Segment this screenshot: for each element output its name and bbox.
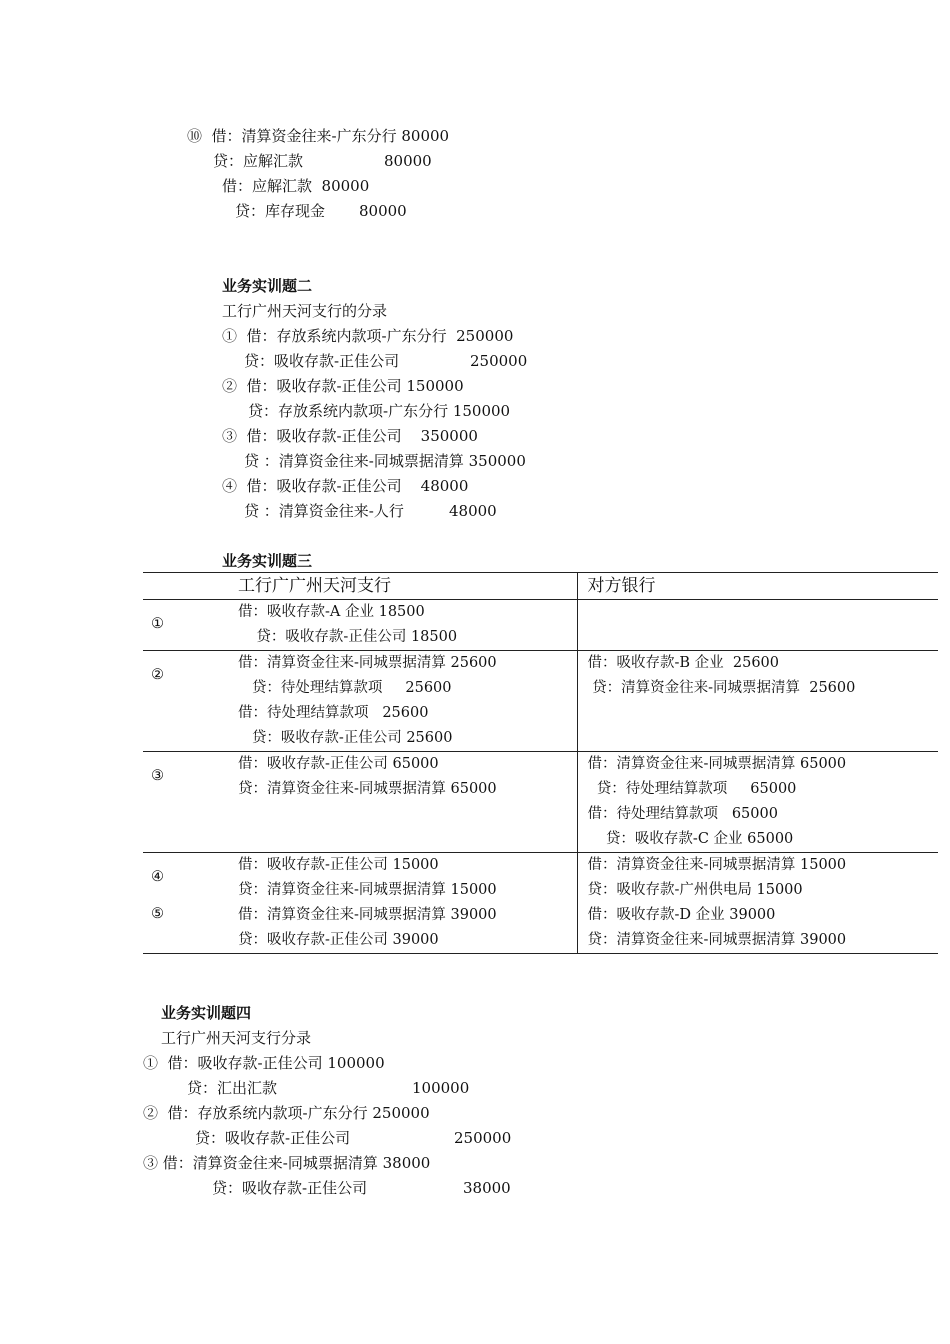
entry-10b-credit-amount: 80000 (359, 202, 407, 220)
s4-entry-3-debit: ③ 借：清算资金往来-同城票据清算 38000 (143, 1154, 431, 1172)
header-our-bank: 工行广广州天河支行 (238, 573, 577, 600)
s2-entry-1-credit: 贷：吸收存款-正佳公司 (244, 352, 400, 370)
row-2-left (238, 651, 577, 752)
header-other-bank: 对方银行 (587, 576, 656, 596)
s4-entry-1-credit-amount: 100000 (412, 1079, 470, 1097)
section2-title: 业务实训题二 (222, 277, 313, 295)
s2-entry-4-credit-amount: 48000 (449, 502, 497, 520)
row-3-number: ③ (151, 768, 164, 784)
row-4-right-line-4: 贷：清算资金往来-同城票据清算 39000 (587, 932, 847, 948)
row-2-left-line-2: 贷：待处理结算款项 25600 (238, 680, 452, 696)
row-1-number-cell (143, 600, 238, 651)
header-num-cell (143, 573, 238, 600)
row-2-number: ② (151, 667, 164, 683)
row-1-left-line-2: 贷：吸收存款-正佳公司 18500 (238, 629, 458, 645)
row-3-number-cell (143, 752, 238, 853)
section4-subtitle: 工行广州天河支行分录 (161, 1029, 312, 1047)
entry-10-debit: ⑩ 借：清算资金往来-广东分行 80000 (187, 127, 450, 145)
row-5-number: ⑤ (151, 906, 164, 922)
row-1-right (577, 600, 938, 651)
s2-entry-3-debit: ③ 借：吸收存款-正佳公司 350000 (222, 427, 478, 445)
row-3-left-line-1: 借：吸收存款-正佳公司 65000 (238, 756, 439, 772)
row-4-right (577, 853, 938, 954)
row-3-right-line-3: 借：待处理结算款项 65000 (587, 806, 778, 822)
row-2-left-line-3: 借：待处理结算款项 25600 (238, 705, 429, 721)
row-3-left (238, 752, 577, 853)
s2-entry-2-credit: 贷：存放系统内款项-广东分行 150000 (248, 402, 511, 420)
row-4-left-line-2: 贷：清算资金往来-同城票据清算 15000 (238, 882, 497, 898)
row-3-left-line-2: 贷：清算资金往来-同城票据清算 65000 (238, 781, 497, 797)
s4-entry-1-debit: ① 借：吸收存款-正佳公司 100000 (143, 1054, 385, 1072)
s2-entry-4-debit: ④ 借：吸收存款-正佳公司 48000 (222, 477, 469, 495)
row-4-left-line-1: 借：吸收存款-正佳公司 15000 (238, 857, 439, 873)
entry-10-credit-amount: 80000 (384, 152, 432, 170)
section4-title: 业务实训题四 (161, 1004, 252, 1022)
row-4-right-line-3: 借：吸收存款-D 企业 39000 (587, 907, 776, 923)
s2-entry-1-debit: ① 借：存放系统内款项-广东分行 250000 (222, 327, 514, 345)
s2-entry-4-credit: 贷 ：清算资金往来-人行 (244, 502, 404, 520)
row-4-left-line-3: 借：清算资金往来-同城票据清算 39000 (238, 907, 497, 923)
section3-table (143, 572, 938, 954)
row-4-left (238, 853, 577, 954)
row-4-right-line-2: 贷：吸收存款-广州供电局 15000 (587, 882, 803, 898)
section3-title: 业务实训题三 (222, 552, 313, 570)
entry-10b-debit: 借：应解汇款 80000 (222, 177, 370, 195)
entry-10b-credit: 贷：库存现金 (235, 202, 326, 220)
row-4-number: ④ (151, 869, 164, 885)
s4-entry-3-credit-amount: 38000 (463, 1179, 511, 1197)
row-4-number-cell (143, 853, 238, 954)
row-1-left (238, 600, 577, 651)
row-1-number: ① (151, 616, 164, 632)
row-2-left-line-1: 借：清算资金往来-同城票据清算 25600 (238, 655, 497, 671)
row-1-left-line-1: 借：吸收存款-A 企业 18500 (238, 604, 425, 620)
row-3-right-line-4: 贷：吸收存款-C 企业 65000 (587, 831, 794, 847)
row-3-right-line-2: 贷：待处理结算款项 65000 (587, 781, 797, 797)
section2-subtitle: 工行广州天河支行的分录 (222, 302, 388, 320)
row-2-right (577, 651, 938, 752)
row-2-number-cell (143, 651, 238, 752)
s4-entry-1-credit: 贷：汇出汇款 (187, 1079, 278, 1097)
row-3-right (577, 752, 938, 853)
row-3-right-line-1: 借：清算资金往来-同城票据清算 65000 (587, 756, 847, 772)
row-4-left-line-4: 贷：吸收存款-正佳公司 39000 (238, 932, 439, 948)
row-4-right-line-1: 借：清算资金往来-同城票据清算 15000 (587, 857, 847, 873)
entry-10-credit: 贷：应解汇款 (213, 152, 304, 170)
s2-entry-1-credit-amount: 250000 (470, 352, 528, 370)
s2-entry-2-debit: ② 借：吸收存款-正佳公司 150000 (222, 377, 464, 395)
row-2-left-line-4: 贷：吸收存款-正佳公司 25600 (238, 730, 453, 746)
s4-entry-2-credit: 贷：吸收存款-正佳公司 (195, 1129, 351, 1147)
row-2-right-line-2: 贷：清算资金往来-同城票据清算 25600 (587, 680, 856, 696)
s4-entry-2-debit: ② 借：存放系统内款项-广东分行 250000 (143, 1104, 430, 1122)
s2-entry-3-credit: 贷 ：清算资金往来-同城票据清算 350000 (244, 452, 526, 470)
row-2-right-line-1: 借：吸收存款-B 企业 25600 (587, 655, 780, 671)
s4-entry-3-credit: 贷：吸收存款-正佳公司 (212, 1179, 368, 1197)
s4-entry-2-credit-amount: 250000 (454, 1129, 512, 1147)
